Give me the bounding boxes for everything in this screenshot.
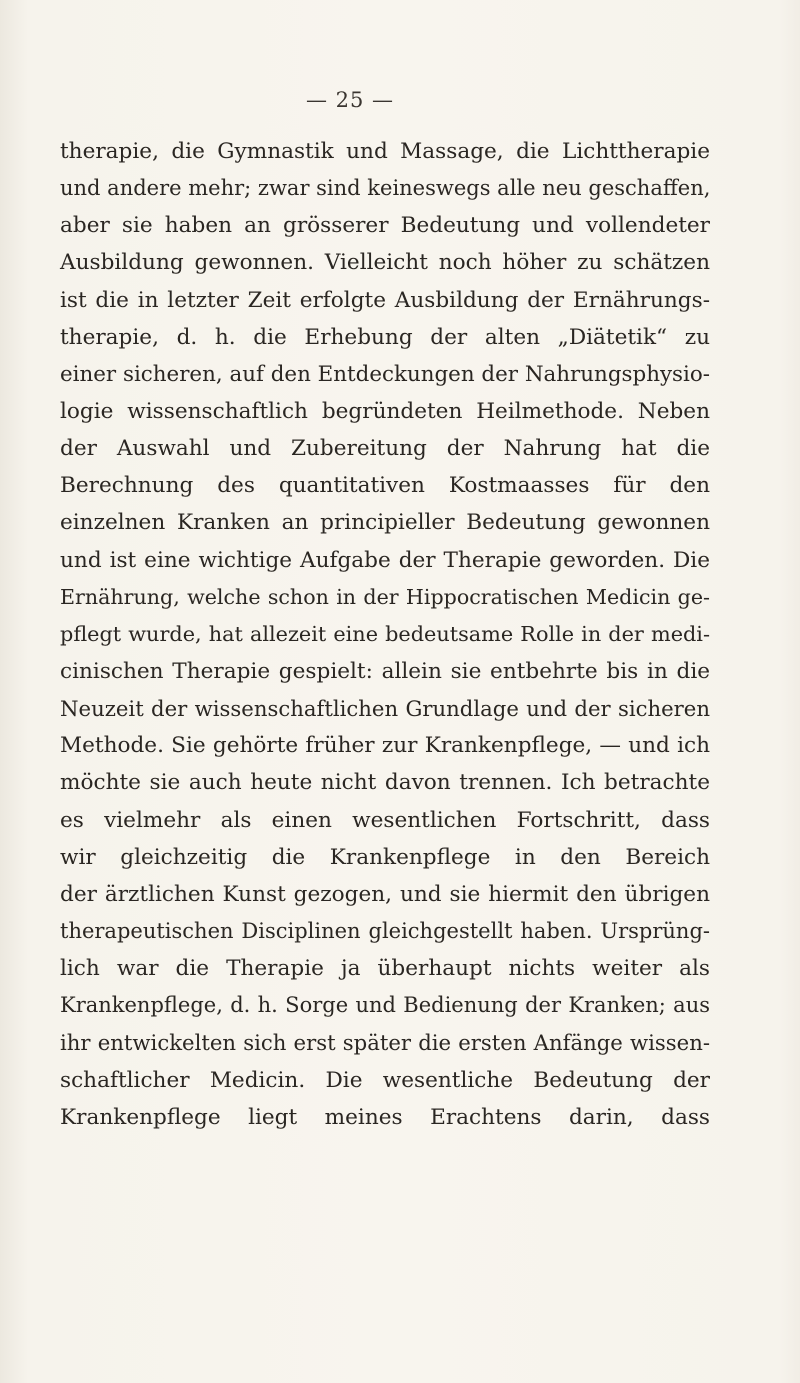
text-line: schaftlicher Medicin. Die wesentliche Bedeutung der (60, 1067, 710, 1093)
text-line: therapie, die Gymnastik und Massage, die Lichttherapie (60, 139, 710, 164)
text-line: aber sie haben an grösserer Bedeutung und vollendeter (60, 213, 710, 239)
text-line: Ausbildung gewonnen. Vielleicht noch höher zu schätzen (60, 250, 710, 276)
text-line: wir gleichzeitig die Krankenpflege in den Bereich (60, 844, 710, 870)
text-line: therapeutischen Disciplinen gleichgestellt haben. Ursprüng- (60, 918, 710, 943)
text-line: einer sicheren, auf den Entdeckungen der Nahrungsphysio- (60, 361, 710, 387)
text-line: ihr entwickelten sich erst später die ersten Anfänge wissen- (60, 1030, 710, 1056)
text-line: Ernährung, welche schon in der Hippocratischen Medicin ge- (60, 584, 710, 609)
text-line: und ist eine wichtige Aufgabe der Therapie geworden. Die (60, 547, 710, 573)
text-line: therapie, d. h. die Erhebung der alten „Diätetik“ zu (60, 324, 710, 350)
text-line: cinischen Therapie gespielt: allein sie entbehrte bis in die (60, 658, 710, 684)
text-line: Krankenpflege liegt meines Erachtens darin, dass (60, 1104, 710, 1130)
text-line: es vielmehr als einen wesentlichen Fortschritt, dass (60, 807, 710, 833)
text-line: einzelnen Kranken an principieller Bedeutung gewonnen (60, 510, 710, 536)
text-line: möchte sie auch heute nicht davon trennen. Ich betrachte (60, 770, 710, 796)
text-line: pflegt wurde, hat allezeit eine bedeutsame Rolle in der medi- (60, 621, 710, 646)
text-line: Krankenpflege, d. h. Sorge und Bedienung der Kranken; aus (60, 993, 710, 1018)
text-line: lich war die Therapie ja überhaupt nichts weiter als (60, 956, 710, 982)
text-line: Methode. Sie gehörte früher zur Krankenpflege, — und ich (60, 733, 710, 759)
text-line: Berechnung des quantitativen Kostmaasses für den (60, 473, 710, 499)
text-line: der ärztlichen Kunst gezogen, und sie hiermit den übrigen (60, 881, 710, 907)
text-line: ist die in letzter Zeit erfolgte Ausbildung der Ernährungs- (60, 287, 710, 313)
text-line: Neuzeit der wissenschaftlichen Grundlage und der sicheren (60, 696, 710, 722)
text-line: logie wissenschaftlich begründeten Heilmethode. Neben (60, 398, 710, 424)
text-line: der Auswahl und Zubereitung der Nahrung hat die (60, 436, 710, 462)
body-text (60, 133, 710, 1136)
page-number: — 25 — (305, 88, 395, 112)
text-line: und andere mehr; zwar sind keineswegs alle neu geschaffen, (60, 176, 711, 201)
